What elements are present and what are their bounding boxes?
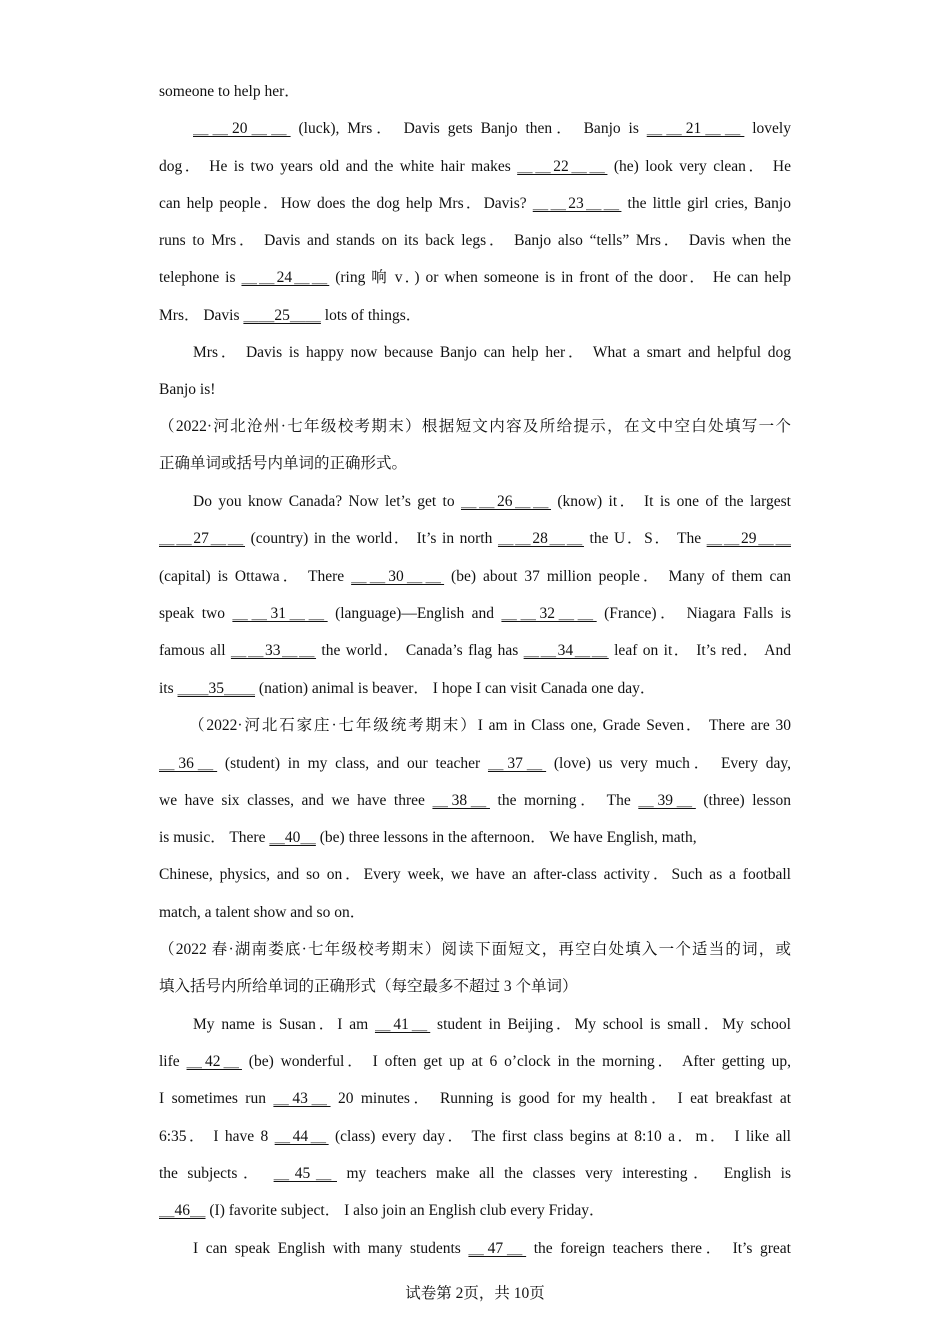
passage-text: speak two: [159, 605, 233, 622]
answer-blank[interactable]: ＿＿21＿＿: [646, 120, 745, 137]
text-line: [159, 378, 791, 402]
passage-text: (ring 响 v．) or when someone is in front of the door． He can help: [329, 269, 791, 286]
answer-blank[interactable]: ＿＿30＿＿: [351, 568, 445, 585]
passage-text: (country) in the world． It’s in north: [245, 530, 498, 547]
text-line: [159, 1087, 791, 1111]
passage-text: leaf on it． It’s red． And: [608, 642, 791, 659]
text-line: [159, 192, 791, 216]
passage-text: dog． He is two years old and the white hair makes: [159, 158, 518, 175]
answer-blank[interactable]: ＿44＿: [274, 1128, 329, 1145]
text-line: [159, 527, 791, 551]
passage-text: Mrs． Davis is happy now because Banjo can help her． What a smart and helpful dog: [193, 344, 791, 361]
passage-text: the foreign teachers there． It’s great: [526, 1240, 791, 1257]
passage-text: Do you know Canada? Now let’s get to: [193, 493, 461, 510]
passage-text: (I) favorite subject． I also join an English club every Friday．: [205, 1202, 605, 1219]
text-line: [159, 1162, 791, 1186]
text-line: [159, 565, 791, 589]
text-line: [159, 452, 791, 476]
passage-text: telephone is: [159, 269, 242, 286]
answer-blank[interactable]: ＿39＿: [638, 792, 696, 809]
passage-text: (three) lesson: [695, 792, 791, 809]
passage-text: (class) every day． The first class begins at 8:10 a．m． I like all: [328, 1128, 791, 1145]
answer-blank[interactable]: ＿45＿: [273, 1165, 337, 1182]
text-line: [159, 863, 791, 887]
text-line: [159, 789, 791, 813]
text-line: [159, 155, 791, 179]
passage-text: (he) look very clean． He: [607, 158, 791, 175]
passage-text: (capital) is Ottawa． There: [159, 568, 352, 585]
answer-blank[interactable]: ＿＿31＿＿: [232, 605, 328, 622]
passage-text: (love) us very much． Every day,: [546, 755, 791, 772]
passage-text: someone to help her．: [159, 83, 300, 100]
answer-blank[interactable]: ＿＿34＿＿: [523, 642, 609, 659]
answer-blank[interactable]: ＿＿27＿＿: [159, 530, 246, 547]
passage-text: 6:35． I have 8: [159, 1128, 275, 1145]
text-line: [159, 602, 791, 626]
text-line: [159, 1125, 791, 1149]
passage-text: (know) it． It is one of the largest: [551, 493, 791, 510]
answer-blank[interactable]: ＿＿22＿＿: [517, 158, 608, 175]
text-line: [159, 415, 791, 439]
passage-text: Chinese, physics, and so on．Every week, we have an after-class activity．Such as a football: [159, 866, 791, 883]
answer-blank[interactable]: ＿41＿: [374, 1016, 431, 1033]
passage-text: life: [159, 1053, 187, 1070]
passage-text: is music． There: [159, 829, 270, 846]
passage-text: its: [159, 680, 178, 697]
text-line: [159, 1050, 791, 1074]
text-line: [193, 341, 791, 365]
passage-text: （2022 春·湖南娄底·七年级校考期末）阅读下面短文，再空白处填入一个适当的词，或: [159, 941, 791, 958]
passage-text: (be) wonderful． I often get up at 6 o’clock in the morning． After getting up,: [241, 1053, 791, 1070]
answer-blank[interactable]: ＿＿28＿＿: [497, 530, 584, 547]
passage-text: （2022·河北沧州·七年级校考期末）根据短文内容及所给提示，在文中空白处填写一个: [159, 418, 791, 435]
passage-text: (luck), Mrs． Davis gets Banjo then． Banjo is: [290, 120, 647, 137]
text-line: [193, 490, 791, 514]
text-line: [159, 80, 791, 104]
answer-blank[interactable]: ＿47＿: [468, 1240, 527, 1257]
answer-blank[interactable]: ＿＿20＿＿: [193, 120, 291, 137]
answer-blank[interactable]: ＿＿26＿＿: [460, 493, 551, 510]
answer-blank[interactable]: ＿＿24＿＿: [241, 269, 330, 286]
passage-text: the little girl cries, Banjo: [621, 195, 791, 212]
text-line: [159, 639, 791, 663]
passage-text: my teachers make all the classes very interesting． English is: [336, 1165, 791, 1182]
answer-blank[interactable]: ＿38＿: [432, 792, 490, 809]
text-line: [193, 117, 791, 141]
answer-blank[interactable]: ＿＿25＿＿: [243, 307, 321, 324]
passage-text: the world． Canada’s flag has: [316, 642, 524, 659]
passage-text: famous all: [159, 642, 231, 659]
passage-text: My name is Susan．I am: [193, 1016, 375, 1033]
passage-text: (France)． Niagara Falls is: [596, 605, 791, 622]
passage-text: Banjo is!: [159, 381, 216, 398]
answer-blank[interactable]: ＿＿32＿＿: [501, 605, 597, 622]
passage-text: （2022·河北石家庄·七年级统考期末）I am in Class one, Grade Seven． There are 30: [189, 717, 791, 734]
text-line: [159, 826, 791, 850]
passage-text: I sometimes run: [159, 1090, 274, 1107]
answer-blank[interactable]: ＿＿35＿＿: [177, 680, 256, 697]
passage-text: (be) three lessons in the afternoon． We have English, math,: [315, 829, 697, 846]
text-line: [159, 975, 791, 999]
passage-text: (be) about 37 million people． Many of them can: [444, 568, 791, 585]
answer-blank[interactable]: ＿43＿: [273, 1090, 331, 1107]
text-line: [159, 901, 791, 925]
passage-text: the subjects．: [159, 1165, 274, 1182]
passage-text: runs to Mrs． Davis and stands on its back legs． Banjo also “tells” Mrs． Davis when the: [159, 232, 791, 249]
answer-blank[interactable]: ＿＿23＿＿: [532, 195, 622, 212]
passage-text: (student) in my class, and our teacher: [217, 755, 488, 772]
text-line: [159, 752, 791, 776]
passage-text: (language)—English and: [327, 605, 502, 622]
text-line: [193, 1237, 791, 1261]
answer-blank[interactable]: ＿46＿: [159, 1202, 206, 1219]
answer-blank[interactable]: ＿40＿: [269, 829, 316, 846]
passage-text: 正确单词或括号内单词的正确形式。: [159, 455, 408, 472]
passage-text: can help people．How does the dog help Mrs．Davis?: [159, 195, 533, 212]
passage-text: lovely: [744, 120, 791, 137]
text-line: [159, 266, 791, 290]
answer-blank[interactable]: ＿＿33＿＿: [230, 642, 317, 659]
passage-text: (nation) animal is beaver． I hope I can visit Canada one day．: [255, 680, 656, 697]
passage-text: I can speak English with many students: [193, 1240, 469, 1257]
text-line: [159, 677, 791, 701]
text-line: [159, 304, 791, 328]
answer-blank[interactable]: ＿36＿: [159, 755, 218, 772]
text-line: [193, 1013, 791, 1037]
passage-text: 20 minutes． Running is good for my health． I eat breakfast at: [330, 1090, 792, 1107]
passage-text: we have six classes, and we have three: [159, 792, 433, 809]
text-line: [159, 1199, 791, 1223]
passage-text: student in Beijing．My school is small．My school: [430, 1016, 791, 1033]
passage-text: 填入括号内所给单词的正确形式（每空最多不超过 3 个单词）: [159, 978, 578, 995]
passage-text: the morning． The: [489, 792, 639, 809]
passage-text: match, a talent show and so on．: [159, 904, 366, 921]
page-footer: 试卷第 2页，共 10页: [405, 1285, 545, 1302]
text-line: [189, 714, 791, 738]
passage-text: Mrs． Davis: [159, 307, 244, 324]
answer-blank[interactable]: ＿42＿: [186, 1053, 242, 1070]
answer-blank[interactable]: ＿37＿: [487, 755, 547, 772]
passage-text: the U．S． The: [583, 530, 707, 547]
passage-text: lots of things．: [320, 307, 422, 324]
answer-blank[interactable]: ＿＿29＿＿: [706, 530, 791, 547]
text-line: [159, 229, 791, 253]
text-line: [159, 938, 791, 962]
